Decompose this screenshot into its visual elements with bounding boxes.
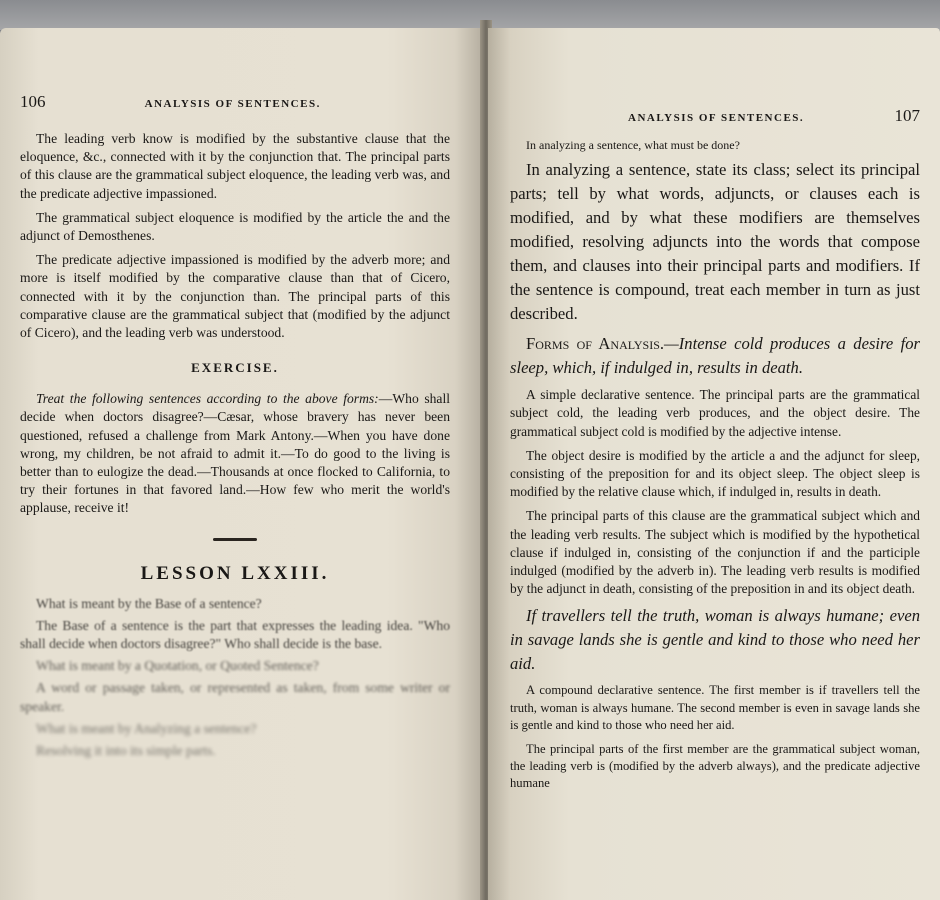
ornamental-rule	[213, 538, 257, 541]
left-page-header	[20, 92, 450, 112]
answer: The Base of a sentence is the part that expresses the leading idea. "Who shall decide when doctors disagree?" Who shall decide is the base.	[20, 617, 450, 652]
forms-of-analysis	[510, 332, 920, 380]
paragraph: The leading verb know is modified by the substantive clause that the eloquence, &c., connected with it by the conjunction that. The principal parts of this clause are the grammatical subject eloquence, the leading verb was, and the predicate adjective impassioned.	[20, 131, 450, 201]
answer: In analyzing a sentence, state its class; select its principal parts; tell by what words, adjuncts, or clauses each is modified, and by what these modifiers are themselves modified, resolving adjuncts into the words that compose them, and clauses into their principal parts and modifiers. If the sentence is compound, treat each member in turn as just described.	[510, 160, 920, 324]
paragraph: A simple declarative sentence. The principal parts are the grammatical subject cold, the leading verb produces, and the object desire. The grammatical subject cold is modified by the adjective intense.	[510, 387, 920, 439]
forms-label: Forms of Analysis.	[526, 334, 665, 354]
example-sentence	[510, 604, 920, 676]
question: In analyzing a sentence, what must be done?	[526, 138, 740, 152]
page-number: 107	[894, 106, 920, 125]
paragraph: A compound declarative sentence. The first member is if travellers tell the truth, woman is always humane. The second member is even in savage lands she is gentle and kind to those who need her aid.	[510, 683, 920, 733]
exercise-heading: EXERCISE.	[191, 360, 279, 376]
right-page	[488, 28, 940, 900]
exercise-sentences: —Who shall decide when doctors disagree?—Cæsar, whose bravery has never been questioned, refused a challenge from Mark Antony.—When you have done wrong, my children, be not afraid to admit it.—To do good to the living is better than to eulogize the dead.—Thousands at once flocked to California, to try their fortunes in that favored land.—How few who merit the world's applause, receive it!	[20, 391, 450, 516]
answer: Resolving it into its simple parts.	[36, 743, 216, 759]
right-page-header	[510, 106, 920, 126]
left-page	[0, 28, 484, 900]
running-head: ANALYSIS OF SENTENCES.	[628, 112, 805, 124]
running-head: ANALYSIS OF SENTENCES.	[144, 98, 321, 110]
page-number: 106	[20, 92, 46, 111]
exercise-lead: Treat the following sentences according to the above forms:	[36, 391, 379, 407]
paragraph: The grammatical subject eloquence is modified by the article the and the adjunct of Demosthenes.	[20, 209, 450, 244]
answer: A word or passage taken, or represented as taken, from some writer or speaker.	[20, 680, 450, 714]
lesson-title: LESSON LXXIII.	[140, 562, 330, 584]
paragraph: The principal parts of this clause are the grammatical subject which and the leading verb results. The subject which is modified by the hypothetical clause if indulged in, consisting of the conjunction if and the participle indulged (modified by the adverb in). The leading verb results is modified by the adjunct in death, consisting of the preposition in and its object death.	[510, 508, 920, 597]
question: What is meant by the Base of a sentence?	[36, 595, 262, 611]
background-top	[0, 0, 940, 30]
example-text: If travellers tell the truth, woman is always humane; even in savage lands she is gentle and kind to those who need her aid.	[510, 606, 920, 674]
forms-example: —Intense cold produces a desire for sleep, which, if indulged in, results in death.	[510, 334, 920, 378]
paragraph: The predicate adjective impassioned is modified by the adverb more; and more is itself modified by the comparative clause than that of Cicero, connected with it by the conjunction than. The principal parts of this comparative clause are the grammatical subject that (modified by the adjunct of Cicero), and the leading verb was understood.	[20, 252, 450, 341]
paragraph: The object desire is modified by the article a and the adjunct for sleep, consisting of the preposition for and its object sleep. The object sleep is modified by the relative clause which, if indulged in, results in death.	[510, 447, 920, 500]
paragraph: The principal parts of the first member are the grammatical subject woman, the leading verb is (modified by the adverb always), and the predicate adjective humane	[510, 741, 920, 791]
question: What is meant by Analyzing a sentence?	[36, 720, 257, 736]
exercise-text	[20, 390, 450, 517]
question: What is meant by a Quotation, or Quoted Sentence?	[36, 658, 319, 674]
